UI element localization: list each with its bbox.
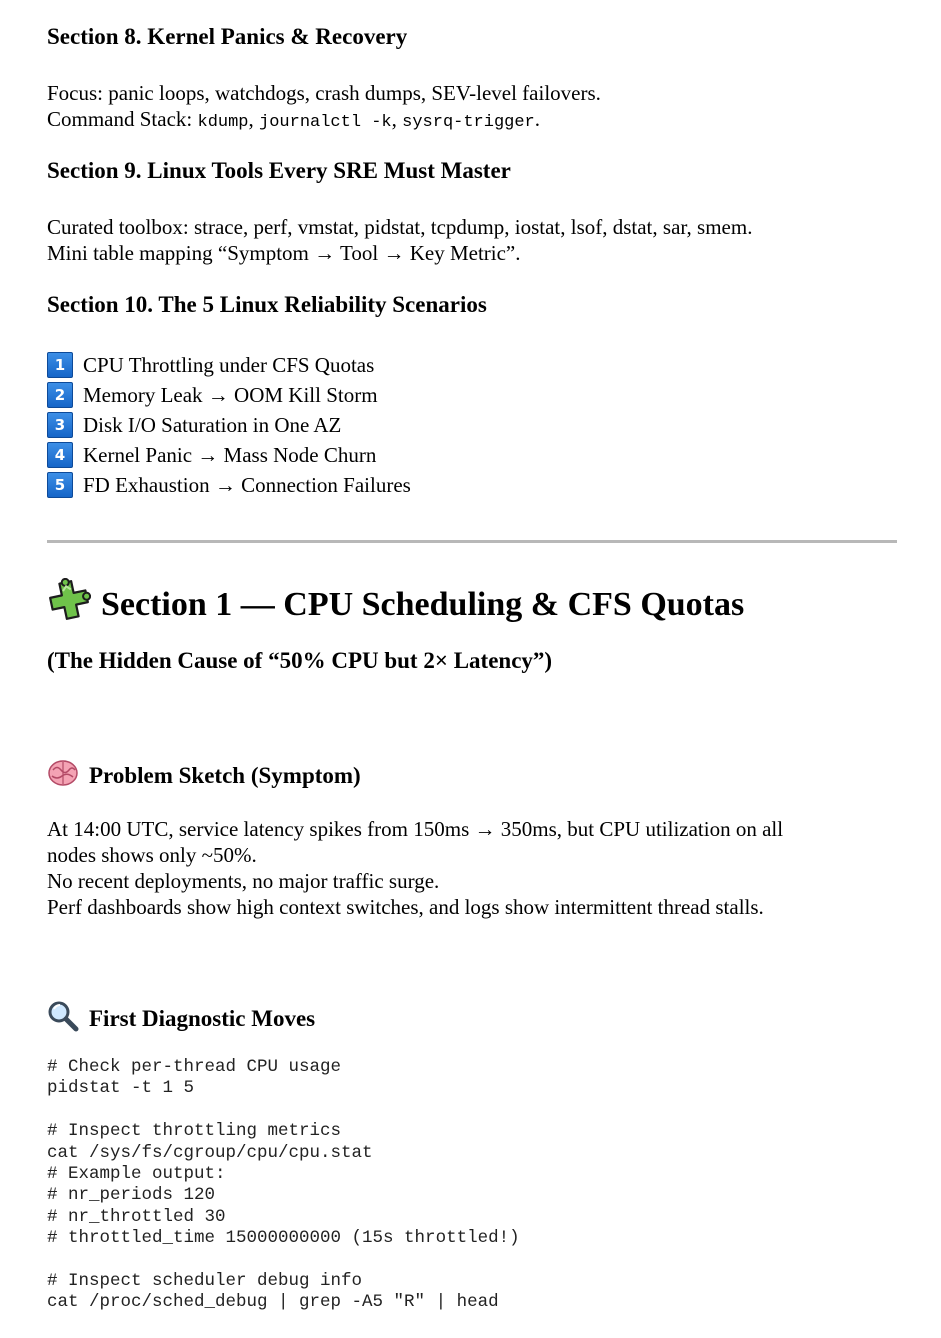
- section8-command-stack: [47, 106, 540, 136]
- separator: ,: [248, 107, 260, 131]
- code-line: cat /proc/sched_debug | grep -A5 "R" | head: [47, 1292, 499, 1313]
- list-item: [47, 440, 411, 470]
- keycap-number-icon: 5: [47, 472, 73, 498]
- code-line: # Inspect scheduler debug info: [47, 1270, 363, 1291]
- section9-toolbox: Curated toolbox: strace, perf, vmstat, pidstat, tcpdump, iostat, lsof, dstat, sar, smem.: [47, 215, 753, 239]
- section8-focus: Focus: panic loops, watchdogs, crash dumps, SEV-level failovers.: [47, 81, 601, 105]
- command-stack-label: Command Stack:: [47, 107, 198, 131]
- scenario-label: Memory Leak → OOM Kill Storm: [83, 382, 378, 407]
- code-line: # Check per-thread CPU usage: [47, 1057, 342, 1077]
- code-block: [47, 1057, 520, 1314]
- keycap-number-icon: 1: [47, 352, 73, 378]
- list-item: [47, 470, 411, 500]
- code-line: # nr_periods 120: [47, 1185, 216, 1206]
- keycap-number-icon: 4: [47, 442, 73, 468]
- problem-sketch-heading: [47, 758, 361, 794]
- scenario-label: CPU Throttling under CFS Quotas: [83, 352, 375, 377]
- list-item: [47, 350, 411, 380]
- code-line: # throttled_time 15000000000 (15s throttled!): [47, 1228, 520, 1249]
- code-line: pidstat -t 1 5: [47, 1078, 195, 1099]
- scenario-label: Disk I/O Saturation in One AZ: [83, 412, 342, 437]
- section1-subtitle: (The Hidden Cause of “50% CPU but 2× Latency”): [47, 648, 553, 673]
- section1-title: [47, 578, 744, 631]
- problem-heading-text: Problem Sketch (Symptom): [89, 763, 361, 788]
- section8-heading: Section 8. Kernel Panics & Recovery: [47, 24, 408, 49]
- problem-line: No recent deployments, no major traffic surge.: [47, 869, 440, 893]
- code-line: cat /sys/fs/cgroup/cpu/cpu.stat: [47, 1142, 373, 1163]
- command-sysrq-trigger: sysrq-trigger: [402, 113, 535, 132]
- scenario-list: [47, 350, 411, 500]
- scenario-label: Kernel Panic → Mass Node Churn: [83, 442, 377, 467]
- list-item: [47, 410, 411, 440]
- period: .: [534, 107, 541, 131]
- separator: ,: [391, 107, 403, 131]
- code-line: # nr_throttled 30: [47, 1206, 226, 1227]
- section1-title-text: Section 1 — CPU Scheduling & CFS Quotas: [101, 585, 745, 623]
- section9-mini-table: Mini table mapping “Symptom → Tool → Key Metric”.: [47, 241, 521, 265]
- code-line: [47, 1100, 520, 1121]
- magnifying-glass-icon: [47, 1000, 79, 1038]
- diagnostic-heading-text: First Diagnostic Moves: [89, 1006, 316, 1031]
- keycap-number-icon: 3: [47, 412, 73, 438]
- command-kdump: kdump: [197, 113, 249, 132]
- list-item: [47, 380, 411, 410]
- problem-line: At 14:00 UTC, service latency spikes from 150ms → 350ms, but CPU utilization on all: [47, 817, 784, 841]
- code-line: # Example output:: [47, 1163, 226, 1184]
- command-journalctl: journalctl -k: [259, 113, 392, 132]
- problem-line: Perf dashboards show high context switches, and logs show intermittent thread stalls.: [47, 895, 764, 919]
- code-line: # Inspect throttling metrics: [47, 1121, 342, 1142]
- green-puzzle-cross-icon: [47, 578, 91, 631]
- keycap-number-icon: 2: [47, 382, 73, 408]
- code-line: [47, 1250, 520, 1271]
- scenario-label: FD Exhaustion → Connection Failures: [83, 472, 411, 497]
- section9-heading: Section 9. Linux Tools Every SRE Must Master: [47, 158, 511, 183]
- problem-line: nodes shows only ~50%.: [47, 843, 257, 867]
- horizontal-divider: [47, 540, 897, 543]
- first-diagnostic-heading: [47, 1000, 315, 1038]
- section10-heading: Section 10. The 5 Linux Reliability Scenarios: [47, 292, 487, 317]
- brain-icon: [47, 758, 79, 794]
